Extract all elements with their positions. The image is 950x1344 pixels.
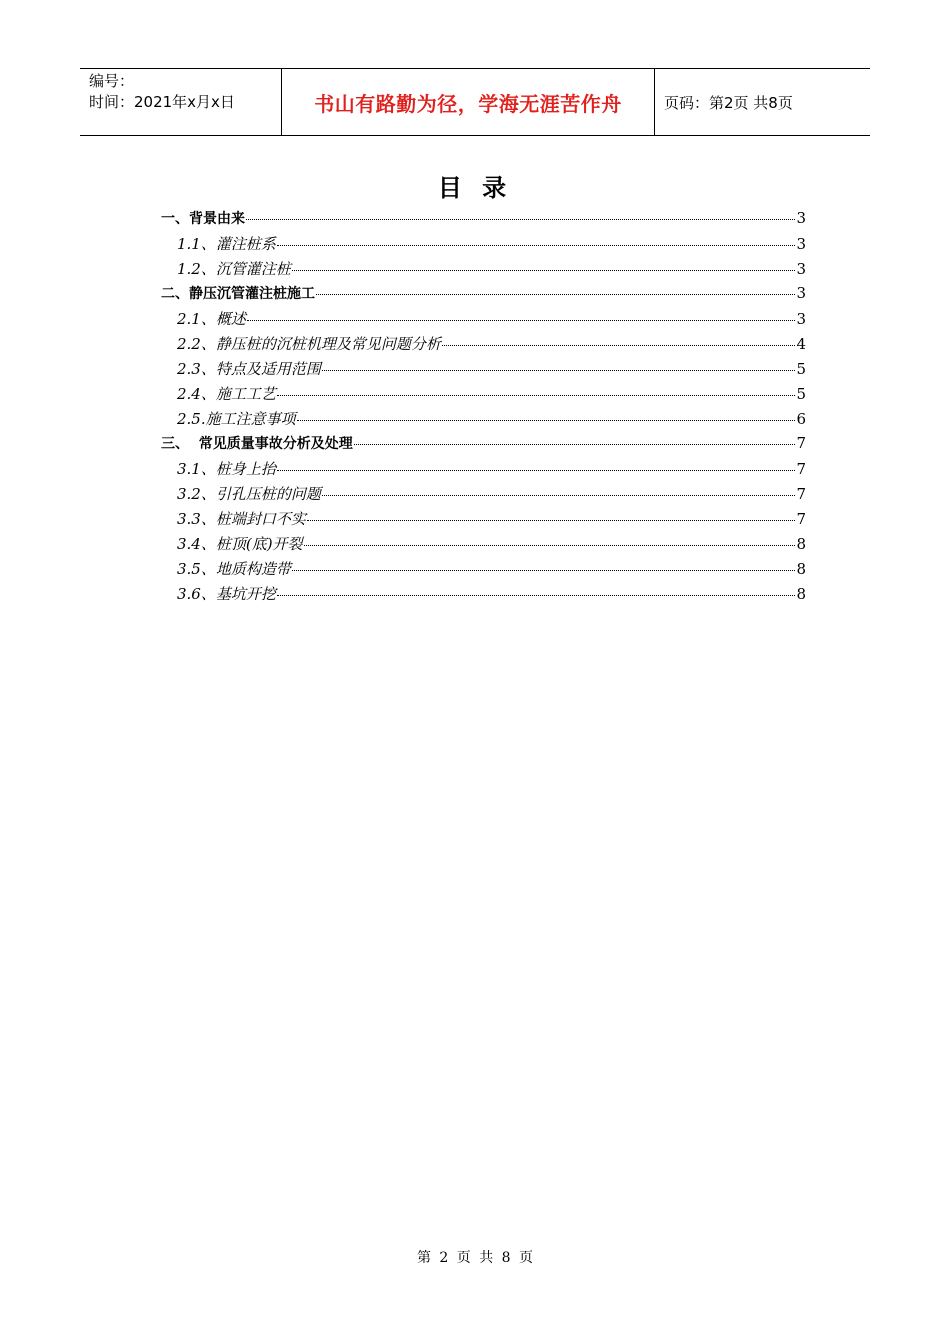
toc-entry-text: 2.4、施工工艺 xyxy=(177,385,276,403)
toc-leader-dots xyxy=(322,370,796,371)
toc-entry[interactable] xyxy=(161,233,806,258)
toc-entry-page: 6 xyxy=(796,410,806,428)
toc-leader-dots xyxy=(297,420,796,421)
page-header xyxy=(80,68,870,136)
toc-entry-page: 7 xyxy=(796,434,806,452)
toc-leader-dots xyxy=(354,444,796,445)
toc-entry[interactable] xyxy=(161,558,806,583)
toc-entry-page: 7 xyxy=(796,485,806,503)
page-footer: 第 2 页 共 8 页 xyxy=(416,1250,534,1266)
toc-leader-dots xyxy=(304,545,796,546)
toc-entry-page: 7 xyxy=(796,510,806,528)
toc-leader-dots xyxy=(307,520,796,521)
toc-entry-text: 3.4、桩顶(底)开裂 xyxy=(177,535,303,553)
toc-leader-dots xyxy=(322,495,796,496)
toc-entry[interactable] xyxy=(161,483,806,508)
toc-entry[interactable] xyxy=(161,408,806,433)
toc-entry-text: 3.3、桩端封口不实 xyxy=(177,510,306,528)
toc-entry-text: 3.5、地质构造带 xyxy=(177,560,291,578)
toc-entry[interactable] xyxy=(161,358,806,383)
toc-entry-text: 3.1、桩身上抬 xyxy=(177,460,276,478)
toc-entry-text: 2.1、概述 xyxy=(177,310,246,328)
toc-leader-dots xyxy=(277,395,796,396)
toc-entry-page: 3 xyxy=(796,260,806,278)
toc-entry-text: 3.2、引孔压桩的问题 xyxy=(177,485,321,503)
document-number-label: 编号： xyxy=(89,72,135,90)
toc-entry-page: 8 xyxy=(796,585,806,603)
header-page-label: 页码：第2页 共8页 xyxy=(664,93,793,112)
toc-entry[interactable] xyxy=(161,383,806,408)
toc-entry[interactable] xyxy=(161,308,806,333)
toc-entry-text: 三、 常见质量事故分析及处理 xyxy=(161,436,353,452)
toc-entry-text: 二、静压沉管灌注桩施工 xyxy=(161,286,315,302)
toc-entry-text: 3.6、基坑开挖 xyxy=(177,585,276,603)
toc-leader-dots xyxy=(277,470,796,471)
toc-entry-page: 8 xyxy=(796,535,806,553)
toc-entry-text: 2.2、静压桩的沉桩机理及常见问题分析 xyxy=(177,335,441,353)
toc-title: 目 录 xyxy=(437,174,513,202)
toc-leader-dots xyxy=(292,570,796,571)
toc-leader-dots xyxy=(246,219,795,220)
toc-entry[interactable] xyxy=(161,458,806,483)
toc-entry-text: 1.2、沉管灌注桩 xyxy=(177,260,291,278)
toc-entry-page: 3 xyxy=(796,284,806,302)
toc-entry-text: 2.3、特点及适用范围 xyxy=(177,360,321,378)
toc-leader-dots xyxy=(316,294,795,295)
toc-entry[interactable] xyxy=(161,258,806,283)
toc-entry-page: 4 xyxy=(796,335,806,353)
header-motto: 书山有路勤为径，学海无涯苦作舟 xyxy=(282,69,655,135)
toc-leader-dots xyxy=(277,245,796,246)
toc-entry-text: 一、背景由来 xyxy=(161,211,245,227)
toc-entry[interactable] xyxy=(161,333,806,358)
toc-entry[interactable] xyxy=(161,208,806,233)
toc-entry-page: 3 xyxy=(796,209,806,227)
toc-leader-dots xyxy=(442,345,796,346)
toc-leader-dots xyxy=(247,320,796,321)
toc-leader-dots xyxy=(292,270,796,271)
toc-entry[interactable] xyxy=(161,508,806,533)
toc-entry[interactable] xyxy=(161,433,806,458)
toc-entry[interactable] xyxy=(161,283,806,308)
toc-entry[interactable] xyxy=(161,583,806,608)
table-of-contents xyxy=(161,208,806,608)
toc-entry-page: 5 xyxy=(796,360,806,378)
toc-entry-page: 8 xyxy=(796,560,806,578)
toc-leader-dots xyxy=(277,595,796,596)
toc-entry-page: 5 xyxy=(796,385,806,403)
toc-entry-text: 1.1、灌注桩系 xyxy=(177,235,276,253)
toc-entry-page: 3 xyxy=(796,235,806,253)
toc-entry[interactable] xyxy=(161,533,806,558)
toc-entry-page: 3 xyxy=(796,310,806,328)
toc-entry-page: 7 xyxy=(796,460,806,478)
toc-entry-text: 2.5.施工注意事项 xyxy=(177,410,296,428)
document-time-label: 时间：2021年x月x日 xyxy=(89,93,235,111)
header-info-cell xyxy=(80,69,282,135)
